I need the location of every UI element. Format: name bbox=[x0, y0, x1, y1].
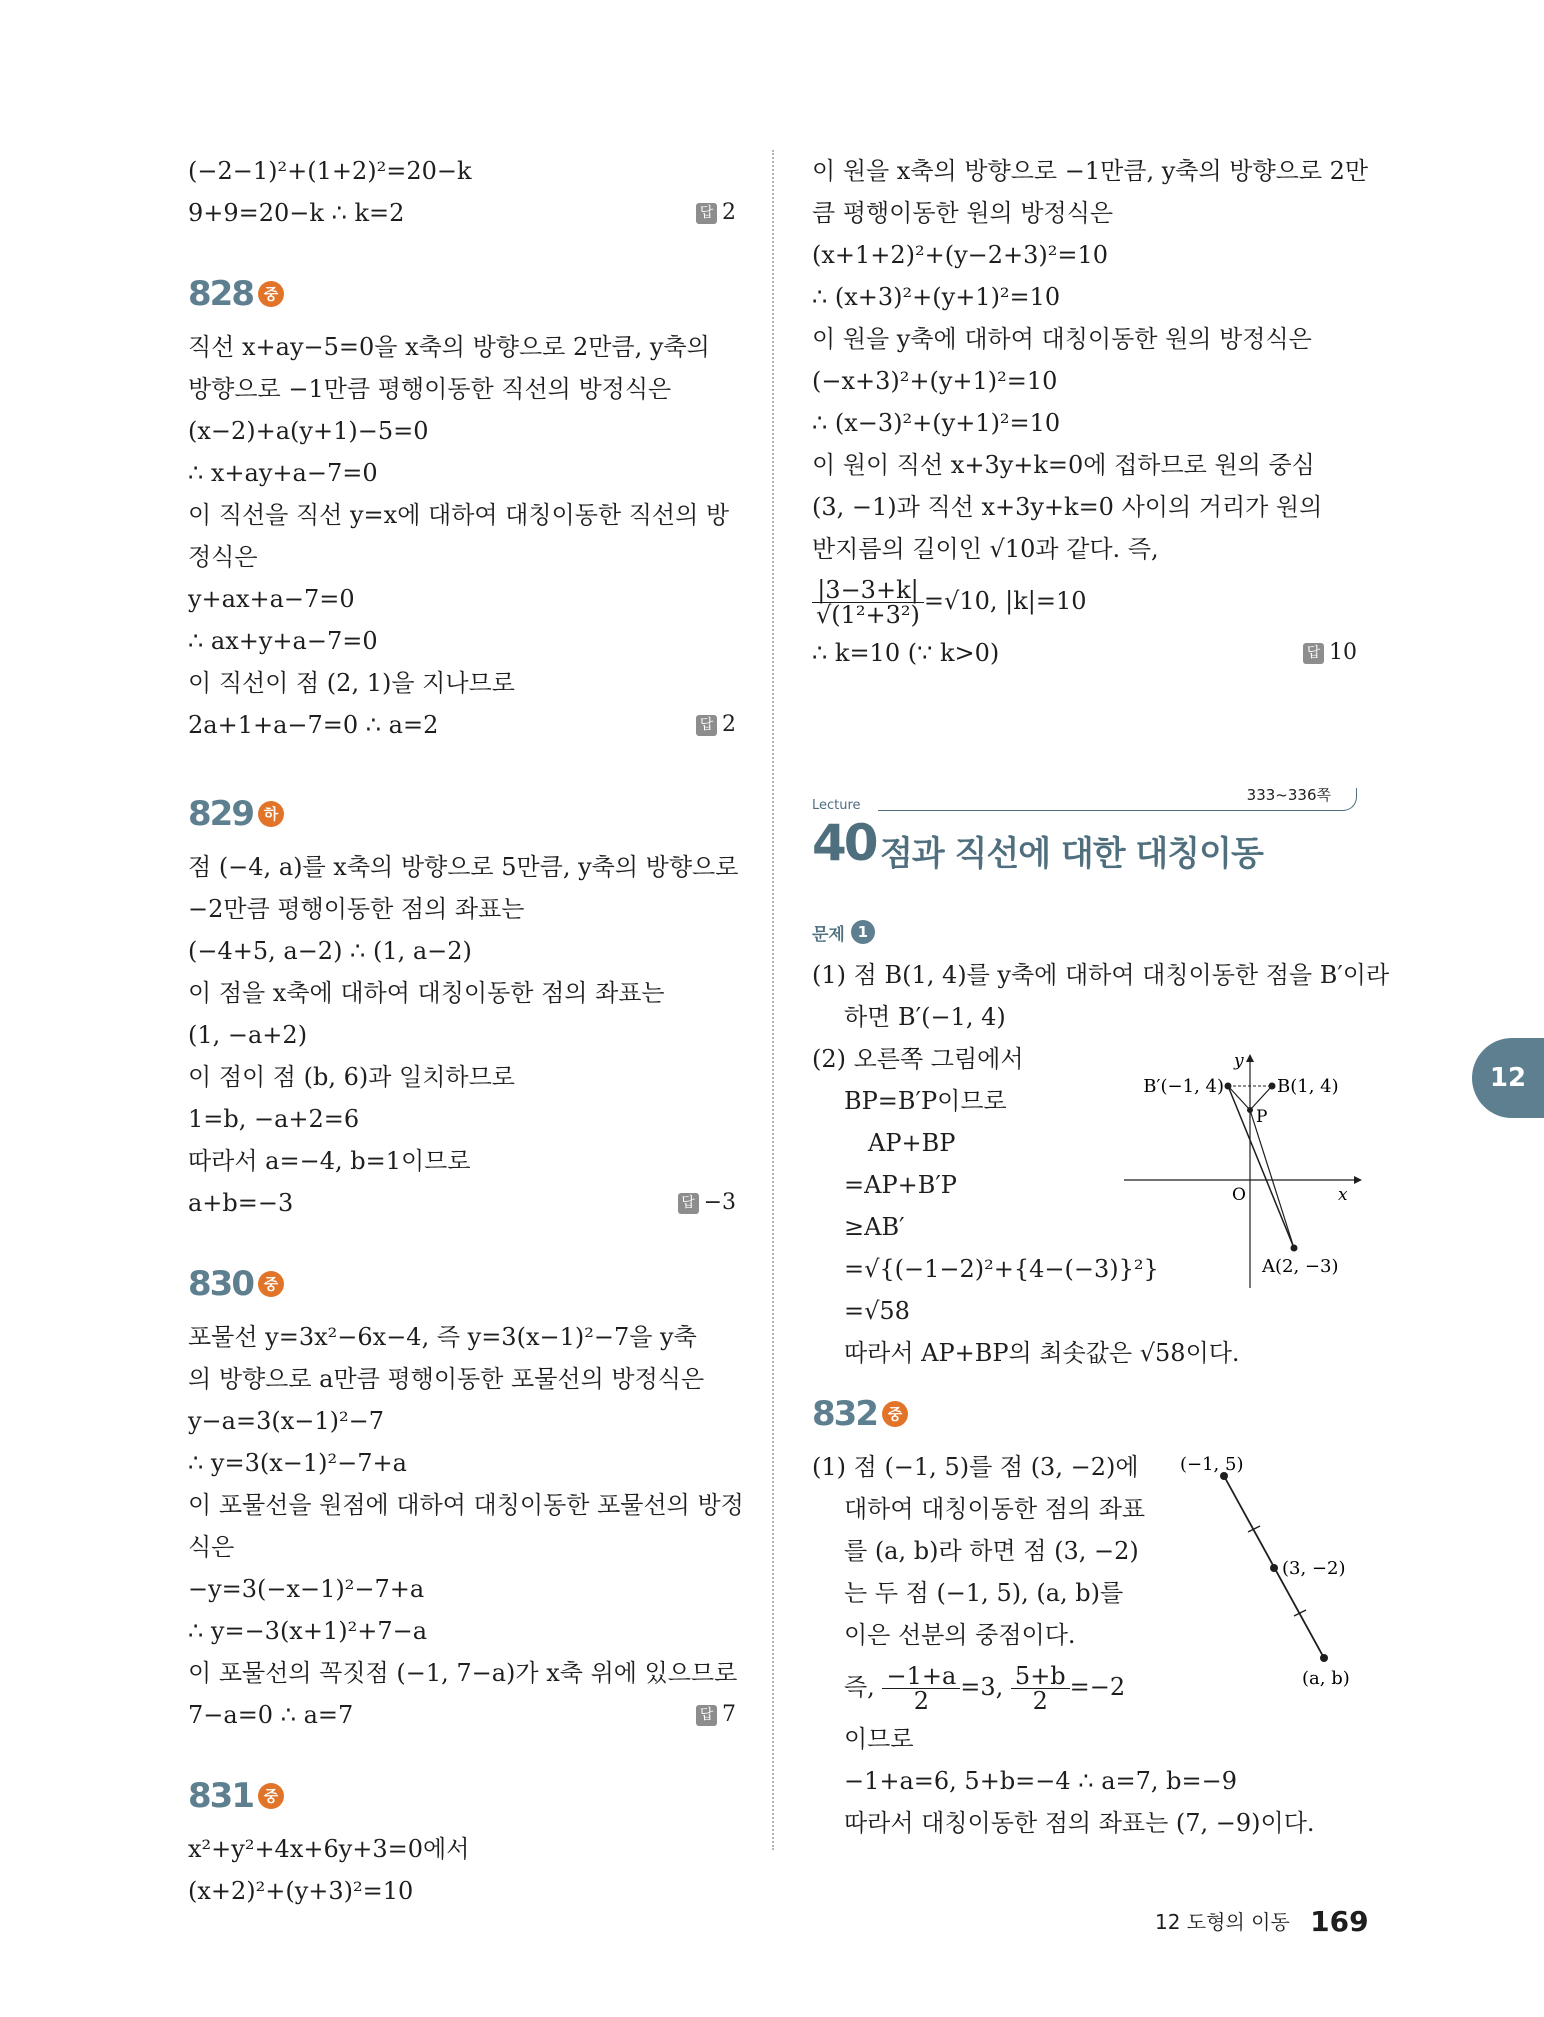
text-line: 반지름의 길이인 √10과 같다. 즉, bbox=[812, 535, 1159, 563]
point-a bbox=[1291, 1245, 1298, 1252]
text-line: a+b=−3 답 −3 bbox=[188, 1182, 736, 1224]
distance-formula: $\frac{|3-3+k|}{\text{√(1²+3²)}}$ =√10, |k|=10 bbox=[812, 570, 1357, 632]
fraction: $\frac{|3-3+k|}{\text{√(1²+3²)}}$ bbox=[812, 578, 924, 627]
left-column bbox=[188, 150, 744, 1912]
page-number: 169 bbox=[1310, 1905, 1369, 1938]
label-y: y bbox=[1234, 1051, 1244, 1071]
text-line: 의 방향으로 a만큼 평행이동한 포물선의 방정식은 bbox=[188, 1365, 705, 1393]
text-line: ≥AB′ bbox=[844, 1213, 905, 1241]
lecture-rule-curl bbox=[1334, 788, 1357, 811]
text-line: (x−2)+a(y+1)−5=0 bbox=[188, 417, 429, 445]
text-line: 점 (−4, a)를 x축의 방향으로 5만큼, y축의 방향으로 bbox=[188, 853, 739, 881]
midpoint-equations: 즉, $\frac{-1+a}{2}$ =3, $\frac{5+b}{2}$ =−2 bbox=[844, 1662, 1126, 1715]
label-end: (a, b) bbox=[1302, 1668, 1350, 1689]
point-symmetry-figure bbox=[1170, 1452, 1360, 1692]
answer-tag-icon: 답 bbox=[678, 1193, 699, 1214]
text-line: 이 직선이 점 (2, 1)을 지나므로 bbox=[188, 669, 515, 697]
label-start: (−1, 5) bbox=[1180, 1454, 1244, 1475]
text-line: y+ax+a−7=0 bbox=[188, 585, 355, 613]
problem-832-header bbox=[812, 1382, 1357, 1446]
text-line: (1) 점 (−1, 5)를 점 (3, −2)에 bbox=[812, 1453, 1139, 1481]
text-line: AP+BP bbox=[868, 1129, 956, 1157]
footer-title: 12 도형의 이동 bbox=[1155, 1910, 1290, 1934]
point-b-prime bbox=[1225, 1083, 1232, 1090]
text-line: 직선 x+ay−5=0을 x축의 방향으로 2만큼, y축의 bbox=[188, 333, 710, 361]
text-line: =√58 bbox=[844, 1297, 910, 1325]
answer-mark: 답 −3 bbox=[678, 1182, 736, 1224]
problem-number: 830 bbox=[188, 1264, 253, 1304]
problem-829-body bbox=[188, 846, 739, 1224]
label-x: x bbox=[1338, 1185, 1348, 1205]
text-line: 대하여 대칭이동한 점의 좌표 bbox=[844, 1495, 1146, 1523]
lecture-number: 40 bbox=[812, 814, 876, 872]
text-line: 하면 B′(−1, 4) bbox=[844, 1003, 1006, 1031]
text-line: 를 (a, b)라 하면 점 (3, −2) bbox=[844, 1537, 1139, 1565]
page-footer bbox=[1155, 1905, 1369, 1938]
lecture-pages: 333~336쪽 bbox=[1246, 786, 1331, 804]
text-line: 1=b, −a+2=6 bbox=[188, 1105, 360, 1133]
problem-828-header bbox=[188, 262, 736, 326]
point-end bbox=[1320, 1654, 1328, 1662]
problem-830-header bbox=[188, 1252, 736, 1316]
text-line: =AP+B′P bbox=[844, 1171, 957, 1199]
text-line: 2a+1+a−7=0 ∴ a=2 답 2 bbox=[188, 704, 736, 746]
text-line: (−4+5, a−2) ∴ (1, a−2) bbox=[188, 937, 472, 965]
text-line: 따라서 AP+BP의 최솟값은 √58이다. bbox=[844, 1339, 1240, 1367]
point-center bbox=[1270, 1564, 1278, 1572]
text-line: 이므로 bbox=[844, 1725, 914, 1753]
text-line: 는 두 점 (−1, 5), (a, b)를 bbox=[844, 1579, 1124, 1607]
answer-tag-icon: 답 bbox=[696, 715, 717, 736]
text-line: 9+9=20−k ∴ k=2 답 2 bbox=[188, 192, 736, 234]
text-line: 이 점이 점 (b, 6)과 일치하므로 bbox=[188, 1063, 515, 1091]
text-line: 큼 평행이동한 원의 방정식은 bbox=[812, 199, 1114, 227]
text-line: −y=3(−x−1)²−7+a bbox=[188, 1575, 425, 1603]
problem-number: 829 bbox=[188, 794, 253, 834]
segment-b-prime-p bbox=[1228, 1086, 1250, 1110]
label-a: A(2, −3) bbox=[1262, 1256, 1339, 1277]
text-line: x²+y²+4x+6y+3=0에서 bbox=[188, 1835, 470, 1863]
text-line: 식은 bbox=[188, 1533, 235, 1561]
lecture-header bbox=[812, 784, 1357, 904]
text-line: 방향으로 −1만큼 평행이동한 직선의 방정식은 bbox=[188, 375, 672, 403]
answer-mark: 답 10 bbox=[1303, 632, 1357, 674]
text-line: ∴ (x+3)²+(y+1)²=10 bbox=[812, 283, 1061, 311]
answer-mark: 답 2 bbox=[696, 192, 736, 234]
answer-mark: 답 2 bbox=[696, 704, 736, 746]
problem-831-body bbox=[188, 1828, 736, 1912]
chapter-tab: 12 bbox=[1472, 1038, 1544, 1118]
text-line: (x+1+2)²+(y−2+3)²=10 bbox=[812, 241, 1109, 269]
text-line: 따라서 a=−4, b=1이므로 bbox=[188, 1147, 471, 1175]
reflection-figure bbox=[1124, 1050, 1364, 1290]
segment-ap bbox=[1250, 1110, 1294, 1248]
problem-label: 문제 1 bbox=[812, 910, 1357, 954]
text-line: 이 원을 x축의 방향으로 −1만큼, y축의 방향으로 2만 bbox=[812, 157, 1369, 185]
text-line: (−2−1)²+(1+2)²=20−k bbox=[188, 157, 472, 185]
problem-829-header bbox=[188, 782, 736, 846]
difficulty-badge: 중 bbox=[258, 1271, 284, 1297]
text-line: ∴ x+ay+a−7=0 bbox=[188, 459, 378, 487]
text-line: =√{(−1−2)²+{4−(−3)}²} bbox=[844, 1255, 1159, 1283]
label-b-prime: B′(−1, 4) bbox=[1143, 1076, 1224, 1097]
problem-number: 831 bbox=[188, 1776, 253, 1816]
answer-tag-icon: 답 bbox=[696, 1705, 717, 1726]
text-line: BP=B′P이므로 bbox=[844, 1087, 1007, 1115]
text-line: ∴ ax+y+a−7=0 bbox=[188, 627, 378, 655]
text-line: y−a=3(x−1)²−7 bbox=[188, 1407, 384, 1435]
text-line: 이 포물선의 꼭짓점 (−1, 7−a)가 x축 위에 있으므로 bbox=[188, 1659, 738, 1687]
text-line: 이은 선분의 중점이다. bbox=[844, 1621, 1076, 1649]
text-line: ∴ k=10 (∵ k>0) 답 10 bbox=[812, 632, 1357, 674]
text-line: (−x+3)²+(y+1)²=10 bbox=[812, 367, 1058, 395]
text-line: 이 점을 x축에 대하여 대칭이동한 점의 좌표는 bbox=[188, 979, 665, 1007]
text-line: (3, −1)과 직선 x+3y+k=0 사이의 거리가 원의 bbox=[812, 493, 1323, 521]
text-line: 정식은 bbox=[188, 543, 258, 571]
text-line: 포물선 y=3x²−6x−4, 즉 y=3(x−1)²−7을 y축 bbox=[188, 1323, 697, 1351]
answer-tag-icon: 답 bbox=[696, 203, 717, 224]
text-line: 이 원을 y축에 대하여 대칭이동한 원의 방정식은 bbox=[812, 325, 1312, 353]
difficulty-badge: 하 bbox=[258, 801, 284, 827]
difficulty-badge: 중 bbox=[258, 281, 284, 307]
text-line: (1) 점 B(1, 4)를 y축에 대하여 대칭이동한 점을 B′이라 bbox=[812, 961, 1390, 989]
text-line: −1+a=6, 5+b=−4 ∴ a=7, b=−9 bbox=[844, 1767, 1237, 1795]
label-origin: O bbox=[1232, 1185, 1246, 1205]
fraction: $\frac{5+b}{2}$ bbox=[1011, 1664, 1070, 1713]
problem-831-header bbox=[188, 1764, 736, 1828]
difficulty-badge: 중 bbox=[882, 1401, 908, 1427]
fraction: $\frac{-1+a}{2}$ bbox=[882, 1664, 960, 1713]
difficulty-badge: 중 bbox=[258, 1783, 284, 1809]
label-p: P bbox=[1256, 1107, 1268, 1127]
y-axis-arrow-icon bbox=[1246, 1054, 1254, 1062]
column-divider bbox=[772, 150, 774, 1850]
lecture-rule bbox=[878, 810, 1345, 811]
lecture-title: 점과 직선에 대한 대칭이동 bbox=[880, 834, 1263, 874]
problem-828-body bbox=[188, 326, 736, 746]
text-line: ∴ y=3(x−1)²−7+a bbox=[188, 1449, 407, 1477]
text-line: 이 직선을 직선 y=x에 대하여 대칭이동한 직선의 방 bbox=[188, 501, 730, 529]
text-line: −2만큼 평행이동한 점의 좌표는 bbox=[188, 895, 525, 923]
lecture-word: Lecture bbox=[812, 798, 861, 813]
text-line: (x+2)²+(y+3)²=10 bbox=[188, 1877, 414, 1905]
text-line: 이 포물선을 원점에 대하여 대칭이동한 포물선의 방정 bbox=[188, 1491, 744, 1519]
x-axis-arrow-icon bbox=[1354, 1176, 1362, 1184]
point-p bbox=[1247, 1107, 1253, 1113]
point-b bbox=[1269, 1083, 1276, 1090]
problem-number: 832 bbox=[812, 1394, 877, 1434]
text-line: ∴ (x−3)²+(y+1)²=10 bbox=[812, 409, 1061, 437]
text-line: 따라서 대칭이동한 점의 좌표는 (7, −9)이다. bbox=[844, 1809, 1315, 1837]
text-line: 7−a=0 ∴ a=7 답 7 bbox=[188, 1694, 736, 1736]
problem-number: 828 bbox=[188, 274, 253, 314]
answer-mark: 답 7 bbox=[696, 1694, 736, 1736]
text-line: (1, −a+2) bbox=[188, 1021, 308, 1049]
answer-tag-icon: 답 bbox=[1303, 643, 1324, 664]
label-center: (3, −2) bbox=[1282, 1558, 1346, 1579]
text-line: ∴ y=−3(x+1)²+7−a bbox=[188, 1617, 428, 1645]
text-line: (2) 오른쪽 그림에서 bbox=[812, 1045, 1024, 1073]
label-b: B(1, 4) bbox=[1277, 1076, 1339, 1097]
text-line: 이 원이 직선 x+3y+k=0에 접하므로 원의 중심 bbox=[812, 451, 1315, 479]
problem-830-body bbox=[188, 1316, 744, 1736]
problem-number-badge: 1 bbox=[851, 920, 875, 944]
